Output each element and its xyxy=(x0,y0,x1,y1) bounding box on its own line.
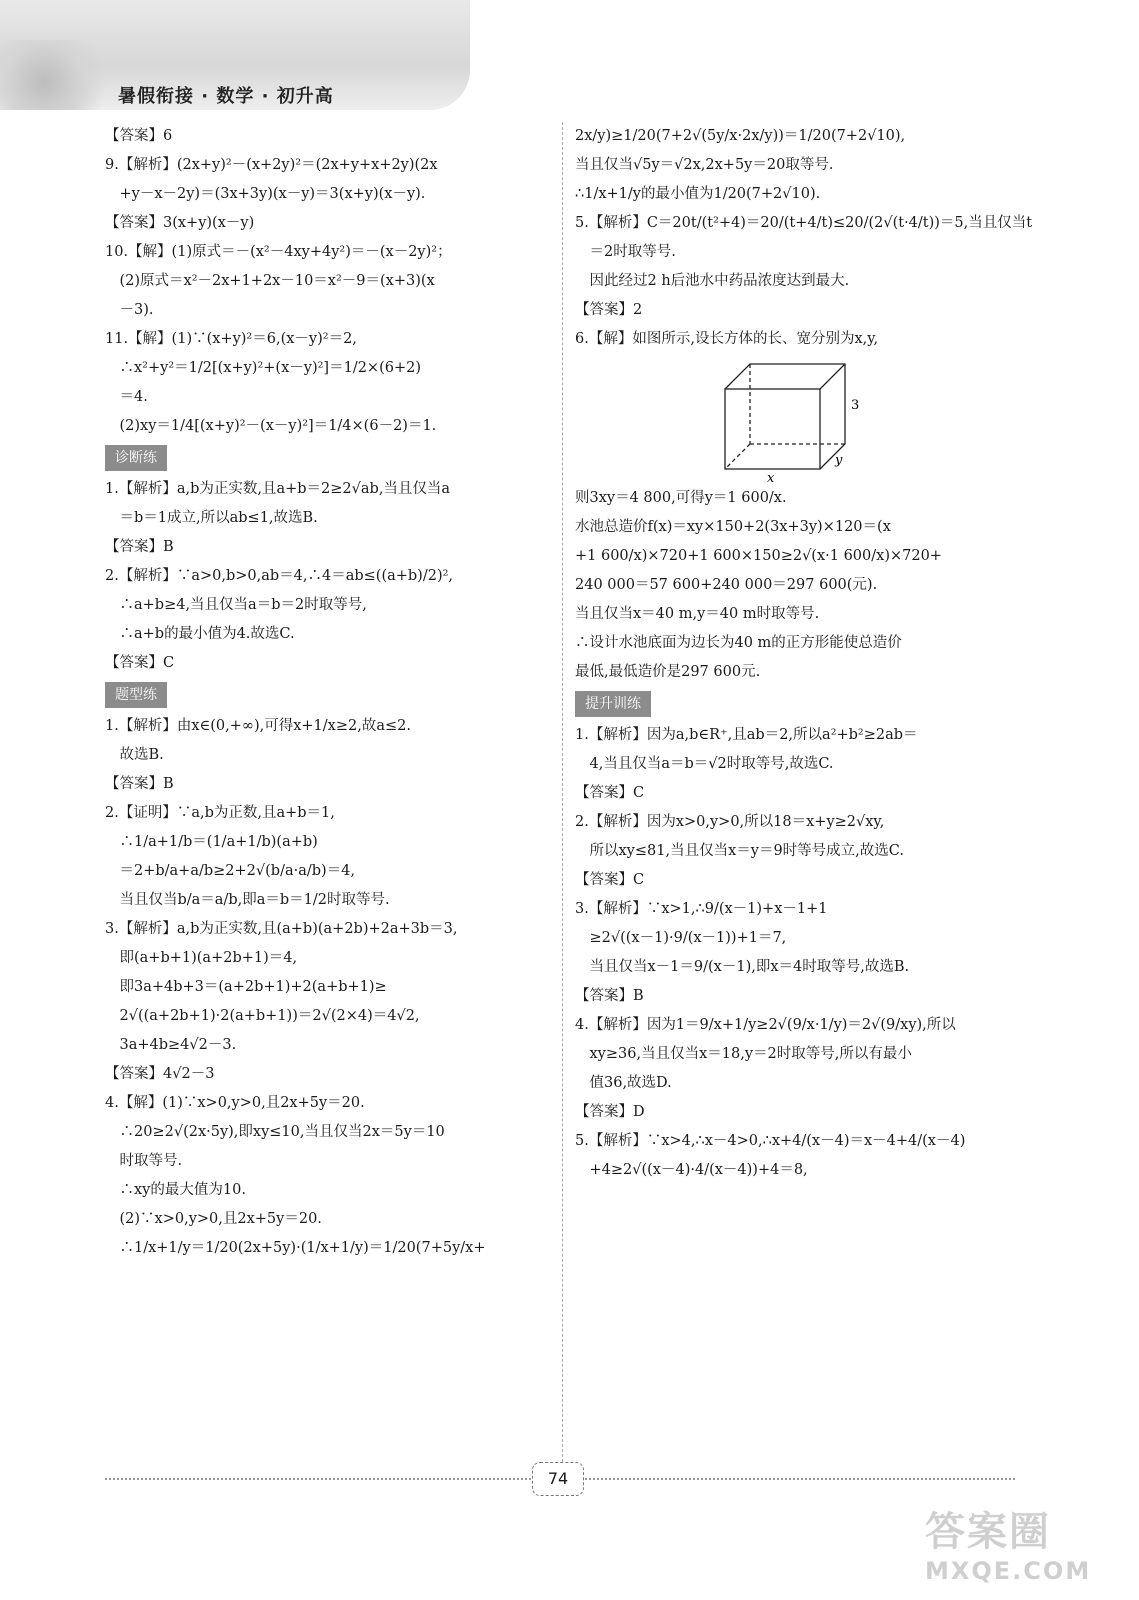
text-line: 1.【解析】由x∈(0,+∞),可得x+1/x≥2,故a≤2. xyxy=(105,718,411,734)
text-line: 时取等号. xyxy=(105,1153,183,1169)
text-line: 【答案】B xyxy=(575,988,644,1004)
text-line: 【答案】3(x+y)(x－y) xyxy=(105,215,255,231)
text-line: ∴x²+y²＝1/2[(x+y)²+(x－y)²]＝1/2×(6+2) xyxy=(105,360,421,376)
cuboid-diagram xyxy=(715,354,875,484)
text-line: ＝2+b/a+a/b≥2+2√(b/a·a/b)＝4, xyxy=(105,863,356,879)
text-line: ∴a+b≥4,当且仅当a＝b＝2时取等号, xyxy=(105,597,367,613)
text-line: ∴a+b的最小值为4.故选C. xyxy=(105,626,295,642)
text-line: 240 000＝57 600+240 000＝297 600(元). xyxy=(575,577,878,593)
text-line: 5.【解析】C＝20t/(t²+4)＝20/(t+4/t)≤20/(2√(t·4/t))＝5,当且仅当t xyxy=(575,215,1033,231)
text-line: 3a+4b≥4√2－3. xyxy=(105,1037,237,1053)
text-line: 因此经过2 h后池水中药品浓度达到最大. xyxy=(575,273,850,289)
text-line: +y－x－2y)＝(3x+3y)(x－y)＝3(x+y)(x－y). xyxy=(105,186,426,202)
text-line: 当且仅当√5y＝√2x,2x+5y＝20取等号. xyxy=(575,157,834,173)
text-line: 【答案】D xyxy=(575,1104,645,1120)
text-line: 2.【解析】∵a>0,b>0,ab＝4,∴4＝ab≤((a+b)/2)², xyxy=(105,568,454,584)
text-line: 最低,最低造价是297 600元. xyxy=(575,664,761,680)
text-line: ∴1/x+1/y＝1/20(2x+5y)·(1/x+1/y)＝1/20(7+5y/x+ xyxy=(105,1240,486,1256)
text-line: ∴设计水池底面为边长为40 m的正方形能使总造价 xyxy=(575,635,902,651)
text-line: 2.【解析】因为x>0,y>0,所以18＝x+y≥2√xy, xyxy=(575,814,885,830)
text-line: 【答案】2 xyxy=(575,302,643,318)
watermark-en: MXQE.COM xyxy=(925,1557,1092,1585)
header-title: 暑假衔接 · 数学 · 初升高 xyxy=(118,86,334,107)
watermark-cn: 答案圈 xyxy=(925,1509,1051,1555)
text-line: 【答案】C xyxy=(105,655,175,671)
watermark-logo xyxy=(925,1500,1125,1595)
text-line: 9.【解析】(2x+y)²－(x+2y)²＝(2x+y+x+2y)(2x xyxy=(105,157,438,173)
text-line: 所以xy≤81,当且仅当x＝y＝9时等号成立,故选C. xyxy=(575,843,904,859)
text-line: 2.【证明】∵a,b为正数,且a+b＝1, xyxy=(105,805,335,821)
improvement-block xyxy=(575,721,1025,1185)
text-line: 4.【解析】因为1＝9/x+1/y≥2√(9/x·1/y)＝2√(9/xy),所以 xyxy=(575,1017,956,1033)
text-line: 11.【解】(1)∵(x+y)²＝6,(x－y)²＝2, xyxy=(105,331,357,347)
left-column xyxy=(105,122,555,1263)
diagnosis-block xyxy=(105,475,555,678)
text-line: ＝4. xyxy=(105,389,148,405)
section-diagnosis: 诊断练 xyxy=(105,445,167,471)
text-line: 当且仅当x＝40 m,y＝40 m时取等号. xyxy=(575,606,820,622)
figure-height-label: 3 xyxy=(851,398,860,413)
text-line: 则3xy＝4 800,可得y＝1 600/x. xyxy=(575,490,787,506)
section-question-types: 题型练 xyxy=(105,682,167,708)
question-types-block xyxy=(105,712,555,1263)
text-line: 当且仅当x－1＝9/(x－1),即x＝4时取等号,故选B. xyxy=(575,959,910,975)
text-line: (2)∵x>0,y>0,且2x+5y＝20. xyxy=(105,1211,322,1227)
text-line: 【答案】B xyxy=(105,539,174,555)
text-line: xy≥36,当且仅当x＝18,y＝2时取等号,所以有最小 xyxy=(575,1046,912,1062)
text-line: (2)xy＝1/4[(x+y)²－(x－y)²]＝1/4×(6－2)＝1. xyxy=(105,418,437,434)
cuboid-figure xyxy=(575,354,1025,484)
text-line: －3). xyxy=(105,302,154,318)
text-line: 【答案】C xyxy=(575,785,645,801)
text-line: +4≥2√((x－4)·4/(x－4))+4＝8, xyxy=(575,1162,808,1178)
page-number: 74 xyxy=(532,1462,584,1496)
section-improvement: 提升训练 xyxy=(575,691,651,717)
text-line: 即3a+4b+3＝(a+2b+1)+2(a+b+1)≥ xyxy=(105,979,387,995)
text-line: 【答案】4√2－3 xyxy=(105,1066,215,1082)
text-line: 3.【解析】∵x>1,∴9/(x－1)+x－1+1 xyxy=(575,901,828,917)
text-line: 当且仅当b/a＝a/b,即a＝b＝1/2时取等号. xyxy=(105,892,390,908)
text-line: 4.【解】(1)∵x>0,y>0,且2x+5y＝20. xyxy=(105,1095,365,1111)
left-answers-block xyxy=(105,122,555,441)
text-line: ∴1/a+1/b＝(1/a+1/b)(a+b) xyxy=(105,834,318,850)
text-line: 【答案】B xyxy=(105,776,174,792)
text-line: 1.【解析】a,b为正实数,且a+b＝2≥2√ab,当且仅当a xyxy=(105,481,451,497)
text-line: 6.【解】如图所示,设长方体的长、宽分别为x,y, xyxy=(575,331,879,347)
text-line: 值36,故选D. xyxy=(575,1075,672,1091)
header-decoration xyxy=(0,40,110,110)
text-line: 2x/y)≥1/20(7+2√(5y/x·2x/y))＝1/20(7+2√10), xyxy=(575,128,906,144)
text-line: (2)原式＝x²－2x+1+2x－10＝x²－9＝(x+3)(x xyxy=(105,273,435,289)
column-divider xyxy=(562,122,563,1462)
text-line: 故选B. xyxy=(105,747,164,763)
text-line: 【答案】6 xyxy=(105,128,173,144)
text-line: 4,当且仅当a＝b＝√2时取等号,故选C. xyxy=(575,756,834,772)
text-line: 10.【解】(1)原式＝－(x²－4xy+4y²)＝－(x－2y)²； xyxy=(105,244,452,260)
text-line: 【答案】C xyxy=(575,872,645,888)
text-line: ∴20≥2√(2x·5y),即xy≤10,当且仅当2x＝5y＝10 xyxy=(105,1124,445,1140)
text-line: ∴1/x+1/y的最小值为1/20(7+2√10). xyxy=(575,186,821,202)
text-line: 1.【解析】因为a,b∈R⁺,且ab＝2,所以a²+b²≥2ab＝ xyxy=(575,727,918,743)
text-line: 即(a+b+1)(a+2b+1)＝4, xyxy=(105,950,298,966)
text-line: 3.【解析】a,b为正实数,且(a+b)(a+2b)+2a+3b＝3, xyxy=(105,921,458,937)
text-line: 2√((a+2b+1)·2(a+b+1))＝2√(2×4)＝4√2, xyxy=(105,1008,420,1024)
page-header xyxy=(0,0,470,110)
text-line: 水池总造价f(x)＝xy×150+2(3x+3y)×120＝(x xyxy=(575,519,891,535)
text-line: ∴xy的最大值为10. xyxy=(105,1182,246,1198)
text-line: +1 600/x)×720+1 600×150≥2√(x·1 600/x)×720+ xyxy=(575,548,942,564)
text-line: ＝b＝1成立,所以ab≤1,故选B. xyxy=(105,510,318,526)
right-solutions-block-a xyxy=(575,122,1033,354)
text-line: ＝2时取等号. xyxy=(575,244,676,260)
text-line: 5.【解析】∵x>4,∴x－4>0,∴x+4/(x－4)＝x－4+4/(x－4) xyxy=(575,1133,966,1149)
figure-y-label: y xyxy=(835,453,843,468)
right-solutions-block-b xyxy=(575,484,1025,687)
figure-x-label: x xyxy=(767,471,775,484)
text-line: ≥2√((x－1)·9/(x－1))+1＝7, xyxy=(575,930,787,946)
right-column xyxy=(575,122,1033,1185)
